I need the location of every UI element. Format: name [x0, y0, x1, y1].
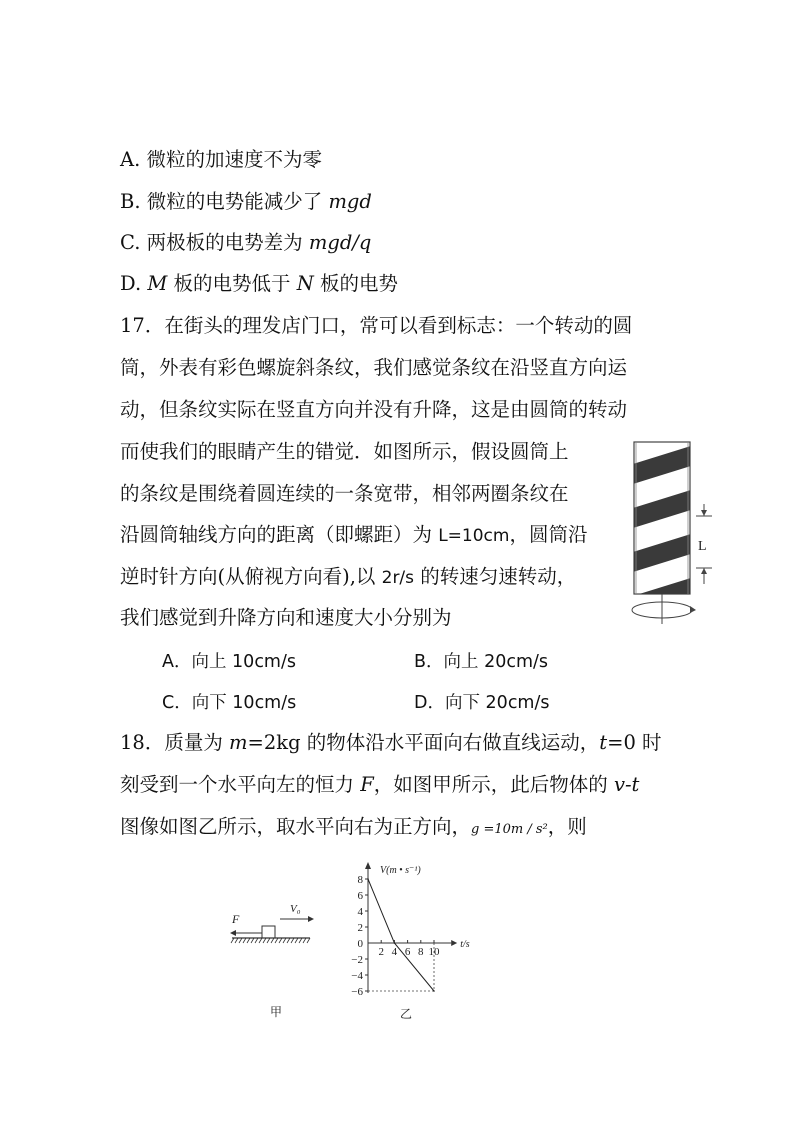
q17-option-b: B．向上 20cm/s — [414, 652, 549, 672]
x-tick-label: 6 — [404, 946, 411, 958]
x-tick-label: 10 — [428, 946, 440, 958]
q16-option-b: B. 微粒的电势能减少了 mgd — [120, 190, 372, 213]
x-axis-arrow — [451, 940, 457, 946]
y-axis-label: V(m • s⁻¹) — [380, 865, 421, 876]
q17-option-a: A．向上 10cm/s — [162, 652, 296, 672]
y-tick-label: −6 — [351, 986, 363, 998]
origin-label: 0 — [357, 938, 363, 950]
q17-line-3: 动，但条纹实际在竖直方向并没有升降，这是由圆筒的转动 — [120, 398, 628, 421]
velocity-label: V₀ — [290, 903, 301, 915]
vt-data-point — [394, 942, 396, 944]
caption-yi: 乙 — [400, 1007, 413, 1021]
q18-line-3: 图像如图乙所示，取水平向右为正方向，g =10m / s²，则 — [120, 815, 587, 838]
y-axis-arrow — [365, 862, 371, 869]
vt-chart — [338, 855, 518, 1025]
q17-option-c: C．向下 10cm/s — [162, 693, 297, 713]
q17-line-7: 逆时针方向(从俯视方向看),以 2r/s 的转速匀速转动， — [120, 565, 577, 588]
force-label: F — [232, 912, 240, 926]
block — [262, 926, 275, 938]
q17-line-2: 筒，外表有彩色螺旋斜条纹，我们感觉条纹在沿竖直方向运 — [120, 356, 628, 379]
vt-series-line — [368, 879, 434, 991]
x-axis-label: t/s — [460, 939, 470, 950]
q17-line-1: 17．在街头的理发店门口，常可以看到标志：一个转动的圆 — [120, 314, 633, 337]
pole-length-label: L — [698, 539, 707, 554]
q18-line-2: 刻受到一个水平向左的恒力 F，如图甲所示，此后物体的 v-t — [120, 773, 640, 796]
x-tick-label: 8 — [418, 946, 424, 958]
y-tick-label: −4 — [351, 970, 363, 982]
barber-pole-figure — [620, 438, 720, 628]
y-tick-label: −2 — [351, 954, 363, 966]
q17-line-4: 而使我们的眼睛产生的错觉．如图所示，假设圆筒上 — [120, 440, 569, 463]
vt-data-point — [367, 878, 369, 880]
y-tick-label: 8 — [357, 874, 363, 886]
x-tick-label: 4 — [391, 946, 398, 958]
q16-option-d: D. M 板的电势低于 N 板的电势 — [120, 272, 398, 295]
q18-line-1: 18．质量为 m=2kg 的物体沿水平面向右做直线运动，t=0 时 — [120, 731, 662, 754]
x-tick-label: 2 — [378, 946, 384, 958]
q16-option-c: C. 两极板的电势差为 mgd/q — [120, 231, 372, 254]
y-tick-label: 6 — [357, 890, 363, 902]
figure-jia — [222, 895, 322, 1025]
y-tick-label: 2 — [357, 922, 363, 934]
vt-data-point — [433, 990, 435, 992]
q17-line-5: 的条纹是围绕着圆连续的一条宽带，相邻两圈条纹在 — [120, 482, 569, 505]
y-tick-label: 4 — [357, 906, 363, 918]
q17-line-8: 我们感觉到升降方向和速度大小分别为 — [120, 606, 452, 629]
caption-jia: 甲 — [270, 1005, 283, 1019]
q17-option-d: D．向下 20cm/s — [414, 693, 550, 713]
q16-option-a: A. 微粒的加速度不为零 — [120, 148, 322, 171]
q17-line-6: 沿圆筒轴线方向的距离（即螺距）为 L=10cm，圆筒沿 — [120, 523, 588, 546]
